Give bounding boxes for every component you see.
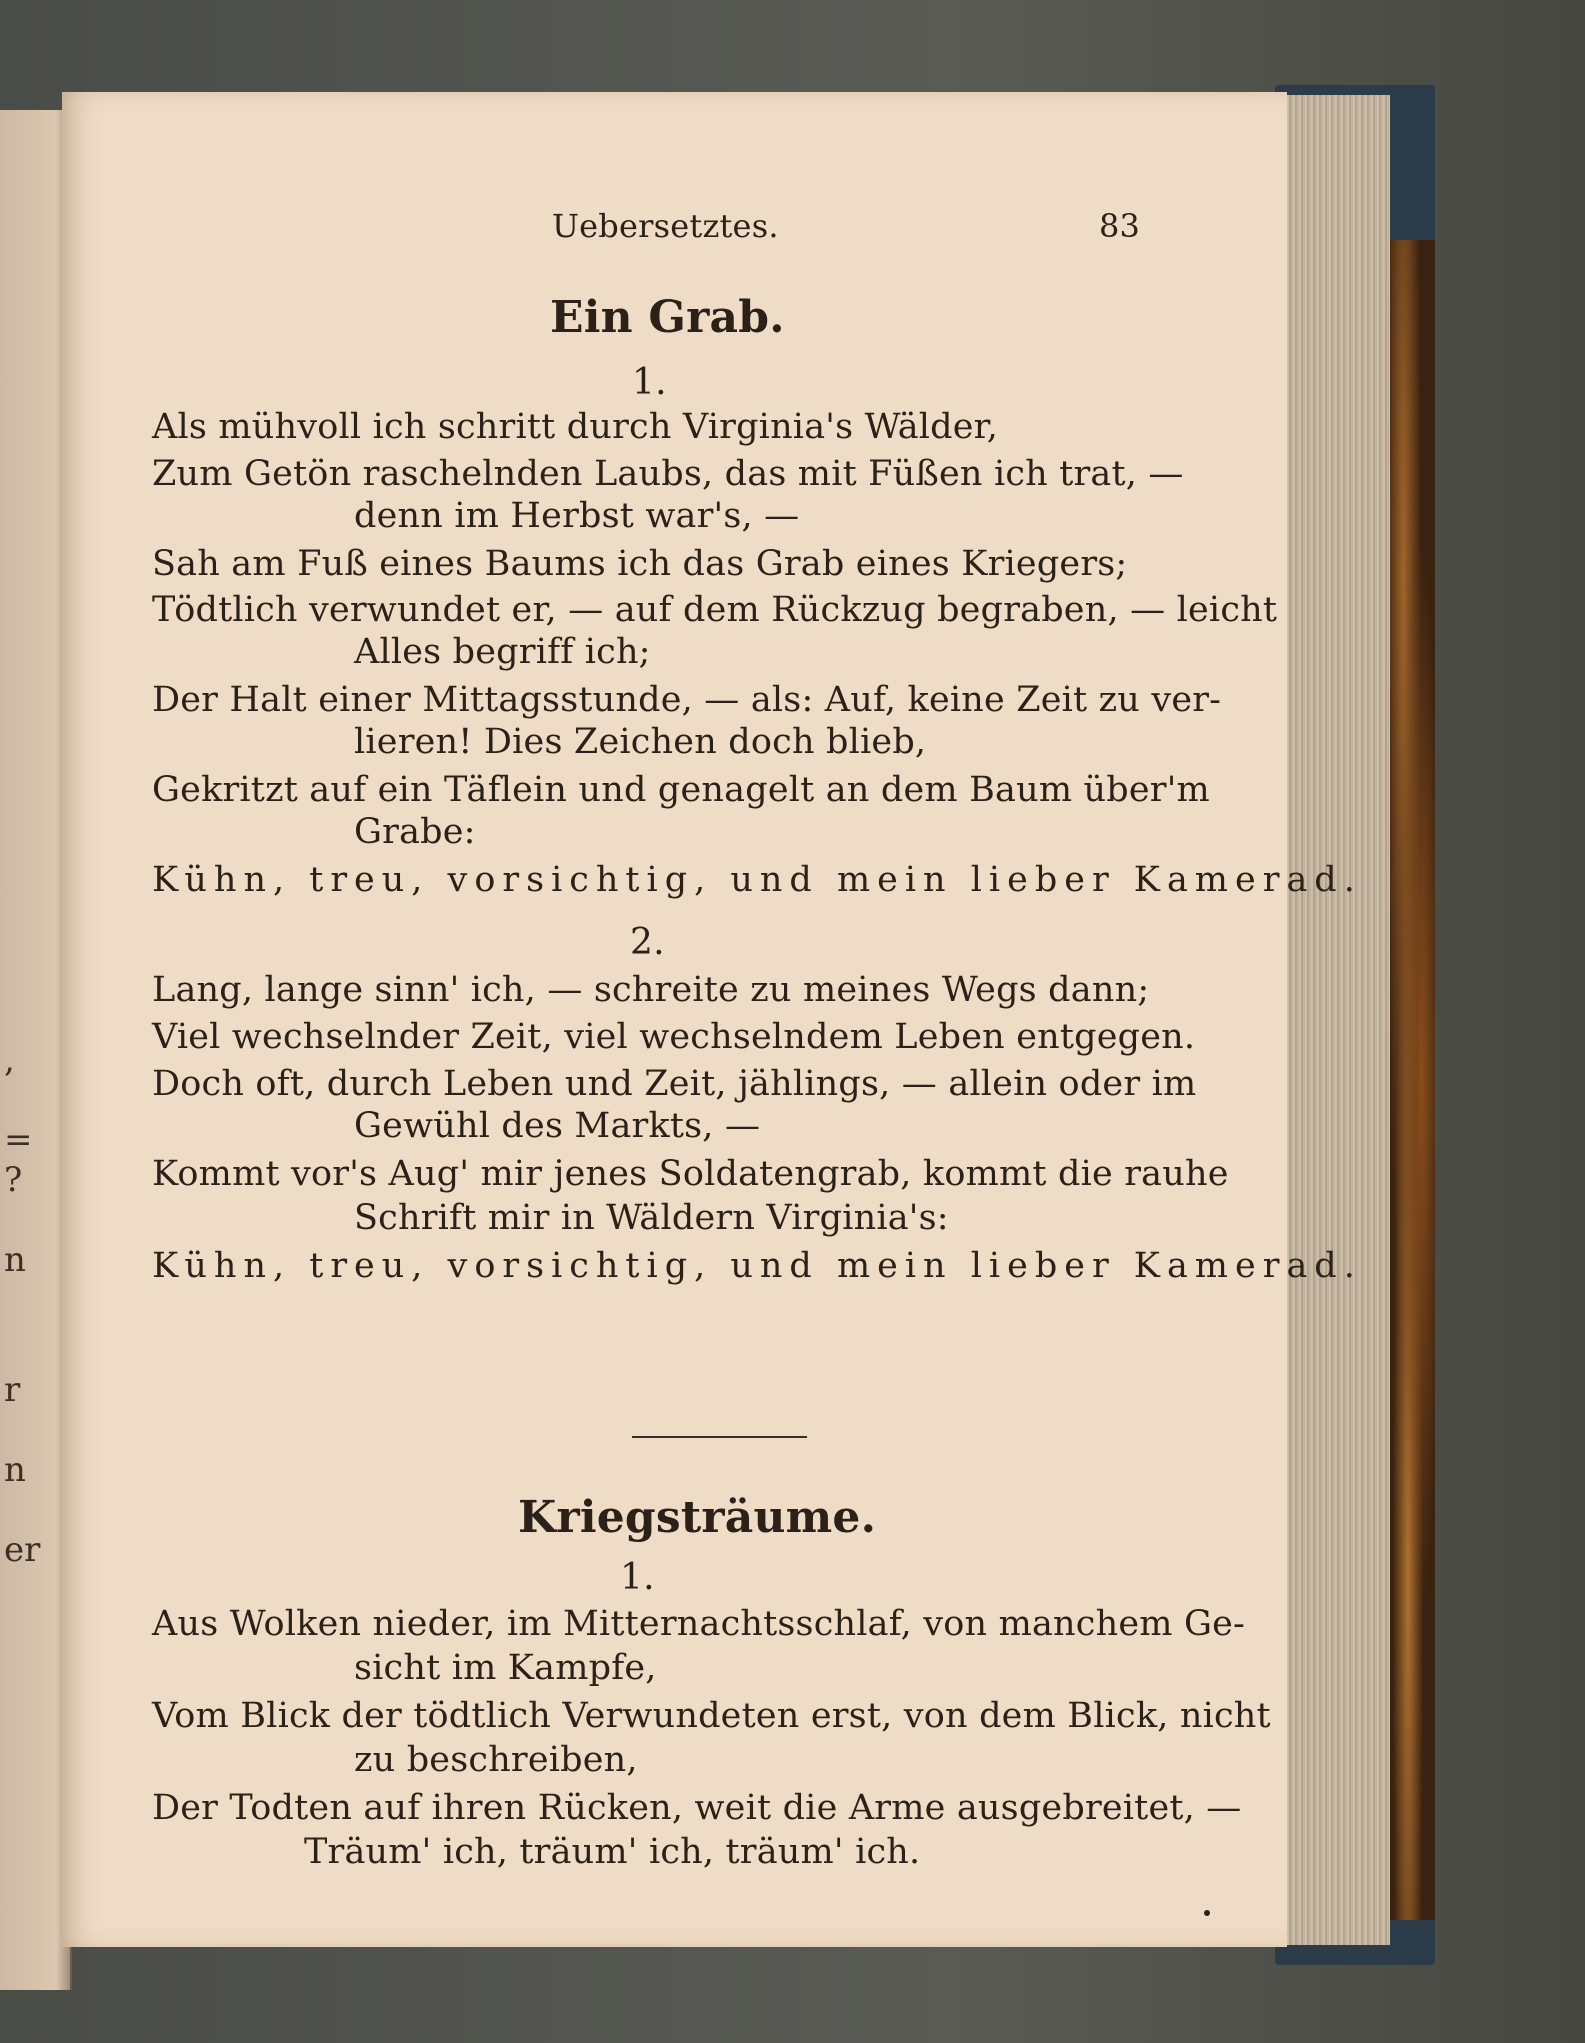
verse-line: Gewühl des Markts, — [354,1106,761,1146]
verse-line: Doch oft, durch Leben und Zeit, jählings, — allein oder im [152,1064,1197,1104]
refrain-line: Kühn, treu, vorsichtig, und mein lieber Kamerad. [152,1246,1362,1286]
verse-line: Viel wechselnder Zeit, viel wechselndem Leben entgegen. [152,1017,1196,1057]
verse-line: Tödtlich verwundet er, — auf dem Rückzug begraben, — leicht [152,590,1278,630]
verse-line: Vom Blick der tödtlich Verwundeten erst, von dem Blick, nicht [152,1696,1271,1736]
ink-speck [1204,1910,1210,1916]
section-number: 1. [632,362,667,403]
left-fragment: ? [4,1160,23,1200]
running-title: Uebersetztes. [552,207,779,245]
verse-line: Kommt vor's Aug' mir jenes Soldatengrab, kommt die rauhe [152,1154,1229,1194]
verse-line: denn im Herbst war's, — [354,496,800,536]
verse-line: Aus Wolken nieder, im Mitternachtsschlaf, von manchem Ge- [152,1604,1246,1644]
left-page-text-fragments [0,110,70,1990]
verse-line: Der Halt einer Mittagsstunde, — als: Auf, keine Zeit zu ver- [152,680,1222,720]
verse-line: Träum' ich, träum' ich, träum' ich. [304,1832,921,1872]
left-fragment: n [4,1450,26,1490]
left-fragment: = [4,1120,33,1160]
left-fragment: er [4,1530,41,1570]
section-number: 1. [620,1557,655,1598]
section-number: 2. [630,922,665,963]
verse-line: Alles begriff ich; [354,632,651,672]
left-fragment: r [4,1370,21,1410]
verse-line: Zum Getön raschelnden Laubs, das mit Füßen ich trat, — [152,454,1184,494]
verse-line: lieren! Dies Zeichen doch blieb, [354,722,927,762]
section-divider [632,1436,807,1438]
verse-line: Grabe: [354,812,476,852]
poem-title: Kriegsträume. [518,1492,877,1543]
page-number: 83 [1099,207,1141,245]
page-edges [1280,95,1390,1945]
verse-line: Schrift mir in Wäldern Virginia's: [354,1198,949,1238]
left-fragment: , [4,1040,15,1080]
verse-line: sicht im Kampfe, [354,1648,657,1688]
poem-title: Ein Grab. [550,292,785,343]
refrain-line: Kühn, treu, vorsichtig, und mein lieber Kamerad. [152,860,1362,900]
verse-line: zu beschreiben, [354,1740,638,1780]
verse-line: Sah am Fuß eines Baums ich das Grab eines Kriegers; [152,544,1128,584]
marbled-endpaper [1390,240,1435,1920]
verse-line: Der Todten auf ihren Rücken, weit die Arme ausgebreitet, — [152,1788,1242,1828]
verse-line: Als mühvoll ich schritt durch Virginia's Wälder, [152,407,999,447]
verse-line: Lang, lange sinn' ich, — schreite zu meines Wegs dann; [152,970,1150,1010]
verse-line: Gekritzt auf ein Täflein und genagelt an dem Baum über'm [152,770,1210,810]
book-page [62,92,1362,1947]
left-fragment: n [4,1240,26,1280]
